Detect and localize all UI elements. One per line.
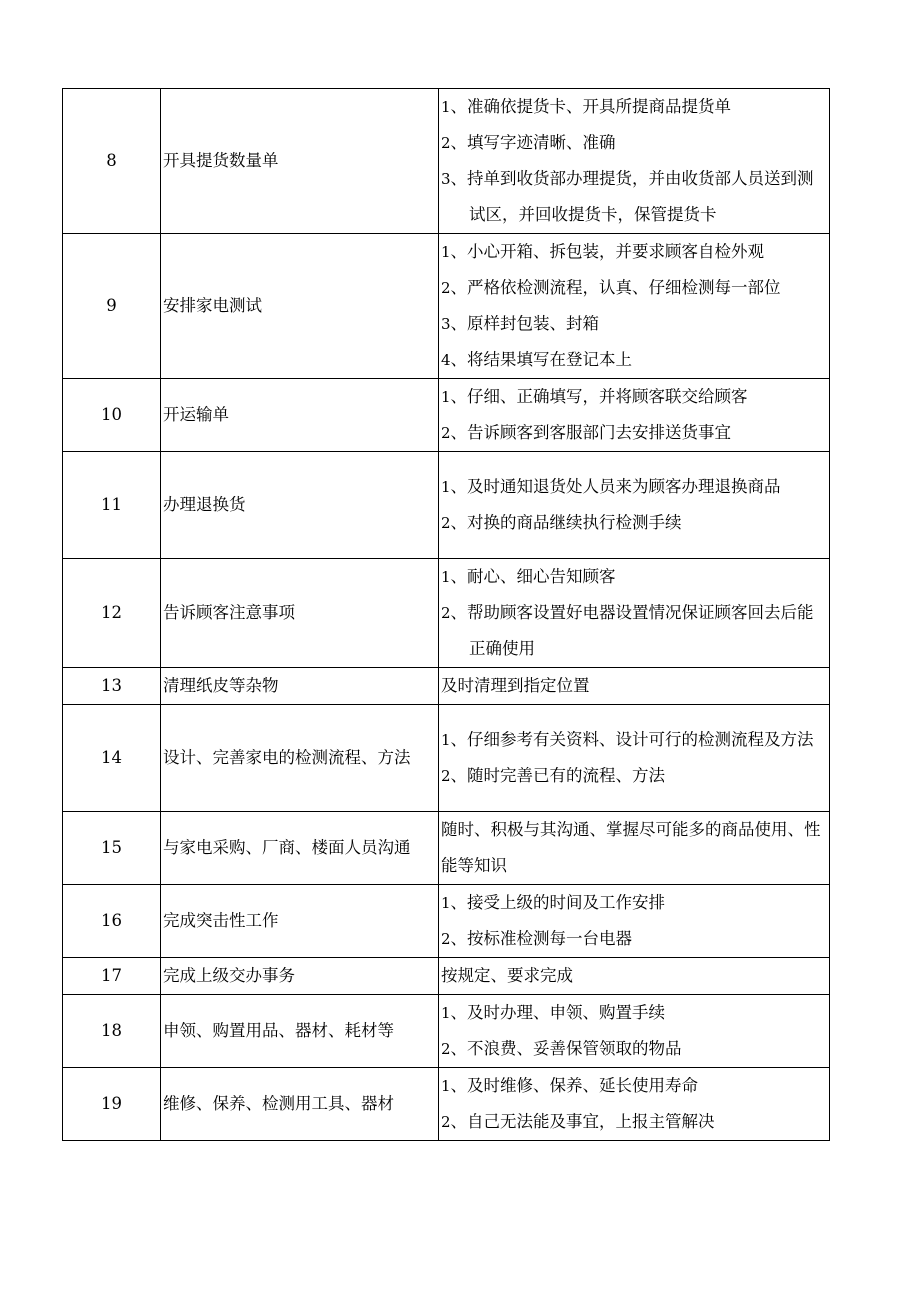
requirements-cell [439,668,830,705]
requirement-item [441,161,827,233]
table-row [63,885,830,958]
row-number: 19 [63,1068,161,1141]
task-name: 办理退换货 [161,452,439,559]
requirements-cell [439,705,830,812]
requirements-cell [439,885,830,958]
requirements-cell [439,1068,830,1141]
requirement-text: 、随时完善已有的流程、方法 [450,766,666,785]
task-name: 完成上级交办事务 [161,958,439,995]
requirement-item [441,921,827,957]
row-number: 15 [63,812,161,885]
requirement-number: 2 [441,1113,451,1131]
requirement-text: 随时、积极与其沟通、掌握尽可能多的商品使用、性能等知识 [441,820,821,875]
requirement-text: 按规定、要求完成 [441,966,573,985]
duty-table [62,88,830,1141]
requirement-text: 、告诉顾客到客服部门去安排送货事宜 [450,423,732,442]
requirement-number: 2 [441,930,451,948]
requirement-text: 、小心开箱、拆包装，并要求顾客自检外观 [450,242,765,261]
requirements-cell [439,995,830,1068]
requirement-item [441,1104,827,1140]
requirement-item [441,1031,827,1067]
row-number: 12 [63,559,161,668]
requirement-item [441,306,827,342]
requirement-text: 、按标准检测每一台电器 [450,929,633,948]
requirement-text: 、及时通知退货处人员来为顾客办理退换商品 [450,477,781,496]
requirement-item [441,469,827,505]
table-row [63,995,830,1068]
requirement-number: 1 [441,98,451,116]
requirement-text: 、准确依提货卡、开具所提商品提货单 [450,97,732,116]
requirements-cell [439,234,830,379]
requirement-item [441,722,827,758]
requirement-text: 、仔细、正确填写，并将顾客联交给顾客 [450,387,748,406]
requirement-text: 、仔细参考有关资料、设计可行的检测流程及方法 [450,730,814,749]
requirement-item [441,958,827,994]
task-name: 清理纸皮等杂物 [161,668,439,705]
requirement-item [441,125,827,161]
requirement-item [441,559,827,595]
requirement-number: 1 [441,388,451,406]
requirement-text: 、将结果填写在登记本上 [450,350,633,369]
table-row [63,452,830,559]
requirement-item [441,885,827,921]
requirement-item [441,89,827,125]
requirement-number: 1 [441,1077,451,1095]
requirements-cell [439,89,830,234]
task-name: 维修、保养、检测用工具、器材 [161,1068,439,1141]
requirement-text: 、及时办理、申领、购置手续 [450,1003,666,1022]
requirement-number: 2 [441,279,451,297]
requirement-number: 1 [441,568,451,586]
requirement-number: 2 [441,604,451,622]
requirement-text: 、对换的商品继续执行检测手续 [450,513,682,532]
requirement-item [441,505,827,541]
requirement-text: 、自己无法能及事宜，上报主管解决 [450,1112,715,1131]
requirement-text: 、严格依检测流程，认真、仔细检测每一部位 [450,278,781,297]
requirement-item [441,995,827,1031]
requirement-number: 1 [441,731,451,749]
row-number: 17 [63,958,161,995]
requirement-text: 、原样封包装、封箱 [450,314,600,333]
task-name: 开运输单 [161,379,439,452]
table-row [63,234,830,379]
table-body [63,89,830,1141]
row-number: 10 [63,379,161,452]
requirement-item [441,668,827,704]
requirement-text: 、持单到收货部办理提货，并由收货部人员送到测试区，并回收提货卡，保管提货卡 [450,169,814,224]
table-row [63,1068,830,1141]
requirement-number: 1 [441,478,451,496]
requirement-number: 2 [441,514,451,532]
row-number: 11 [63,452,161,559]
requirement-number: 3 [441,170,451,188]
task-name: 与家电采购、厂商、楼面人员沟通 [161,812,439,885]
requirement-number: 2 [441,134,451,152]
requirement-number: 2 [441,767,451,785]
task-name: 开具提货数量单 [161,89,439,234]
table-row [63,812,830,885]
requirement-item [441,812,827,884]
requirement-number: 3 [441,315,451,333]
requirements-cell [439,812,830,885]
requirements-cell [439,559,830,668]
requirement-item [441,1068,827,1104]
task-name: 告诉顾客注意事项 [161,559,439,668]
requirement-text: 、接受上级的时间及工作安排 [450,893,666,912]
requirement-text: 、帮助顾客设置好电器设置情况保证顾客回去后能正确使用 [450,603,814,658]
requirement-number: 1 [441,1004,451,1022]
row-number: 18 [63,995,161,1068]
table-row [63,958,830,995]
task-name: 安排家电测试 [161,234,439,379]
requirement-text: 及时清理到指定位置 [441,676,590,695]
table-row [63,705,830,812]
task-name: 完成突击性工作 [161,885,439,958]
requirements-cell [439,379,830,452]
table-row [63,668,830,705]
table-row [63,379,830,452]
row-number: 13 [63,668,161,705]
requirement-text: 、及时维修、保养、延长使用寿命 [450,1076,699,1095]
requirements-cell [439,452,830,559]
requirement-item [441,595,827,667]
requirements-cell [439,958,830,995]
requirement-number: 2 [441,1040,451,1058]
row-number: 9 [63,234,161,379]
row-number: 8 [63,89,161,234]
table-row [63,89,830,234]
requirement-item [441,379,827,415]
requirement-item [441,342,827,378]
requirement-item [441,270,827,306]
requirement-number: 4 [441,351,451,369]
table-row [63,559,830,668]
task-name: 设计、完善家电的检测流程、方法 [161,705,439,812]
requirement-item [441,415,827,451]
requirement-number: 2 [441,424,451,442]
requirement-number: 1 [441,894,451,912]
row-number: 14 [63,705,161,812]
row-number: 16 [63,885,161,958]
requirement-text: 、不浪费、妥善保管领取的物品 [450,1039,682,1058]
requirement-item [441,758,827,794]
task-name: 申领、购置用品、器材、耗材等 [161,995,439,1068]
requirement-number: 1 [441,243,451,261]
requirement-item [441,234,827,270]
requirement-text: 、耐心、细心告知顾客 [450,567,616,586]
requirement-text: 、填写字迹清晰、准确 [450,133,616,152]
